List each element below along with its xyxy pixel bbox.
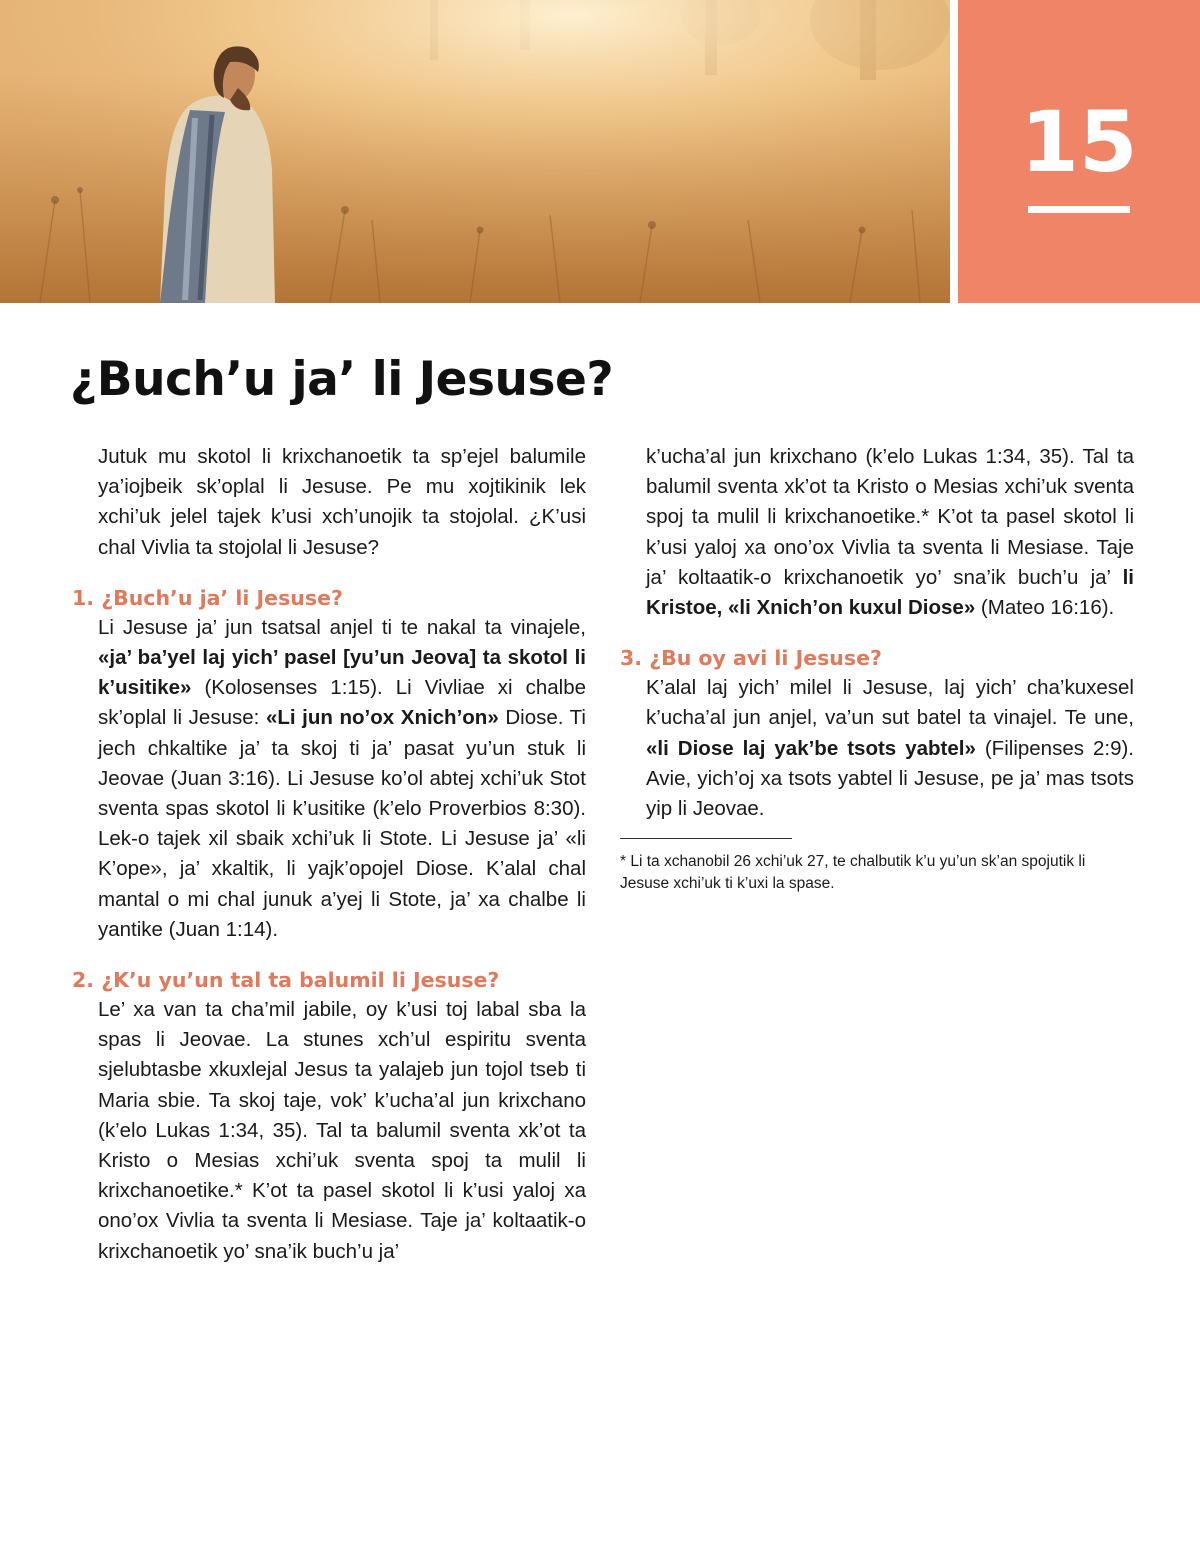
header-photo <box>0 0 950 303</box>
question-1-heading: 1. ¿Buch’u ja’ li Jesuse? <box>72 585 343 610</box>
lesson-number-underline <box>1028 206 1130 213</box>
lesson-number-box <box>958 0 1200 303</box>
lesson-number: 15 <box>1020 93 1138 191</box>
answer-3-paragraph: K’alal laj yich’ milel li Jesuse, laj yich’ cha’kuxesel k’ucha’al jun anjel, va’un sut batel ta vinajel. Te une, «li Diose laj yak’be tsots yabtel» (Filipenses 2:9). Avie, yich’oj xa tsots yabtel li Jesuse, pe ja’ mas tsots yip li Jeovae. <box>646 676 1134 821</box>
right-column <box>620 442 1134 895</box>
question-2-heading: 2. ¿K’u yu’un tal ta balumil li Jesuse? <box>72 968 500 993</box>
answer-2-continued: k’ucha’al jun krixchano (k’elo Lukas 1:34, 35). Tal ta balumil sventa xk’ot ta Kristo o Mesias xchi’uk sventa spoj ta mulil li krixchanoetike.* K’ot ta pasel skotol li k’usi yaloj xa ono’ox Vivlia ta sventa li Mesiase. Taje ja’ koltaatik-o krixchanoetik yo’ sna’ik buch’u ja’ li Kristoe, «li Xnich’on kuxul Diose» (Mateo 16:16). <box>646 445 1134 620</box>
page-title: ¿Buch’u ja’ li Jesuse? <box>70 352 614 407</box>
answer-2-paragraph: Le’ xa van ta cha’mil jabile, oy k’usi toj labal sba la spas li Jeovae. La stunes xch’ul espiritu sventa sjelubtasbe xkuxlejal Jesus ta yalajeb jun tojol tseb ti Maria sbie. Ta skoj taje, vok’ k’ucha’al jun krixchano (k’elo Lukas 1:34, 35). Tal ta balumil sventa xk’ot ta Kristo o Mesias xchi’uk sventa spoj ta mulil li krixchanoetike.* K’ot ta pasel skotol li k’usi yaloj xa ono’ox Vivlia ta sventa li Mesiase. Taje ja’ koltaatik-o krixchanoetik yo’ sna’ik buch’u ja’ <box>98 998 586 1263</box>
footnote-divider <box>620 838 792 839</box>
left-column <box>72 442 586 1263</box>
question-3-heading: 3. ¿Bu oy avi li Jesuse? <box>620 646 882 671</box>
footnote: * Li ta xchanobil 26 xchi’uk 27, te chalbutik k’u yu’un sk’an spojutik li Jesuse xchi’uk ti k’uxi la spase. <box>620 853 1086 893</box>
jesus-in-field-illustration <box>0 0 950 303</box>
answer-1-paragraph: Li Jesuse ja’ jun tsatsal anjel ti te nakal ta vinajele, «ja’ ba’yel laj yich’ pasel [yu’un Jeova] ta skotol li k’usitike» (Kolosenses 1:15). Li Vivliae xi chalbe sk’oplal li Jesuse: «Li jun no’ox Xnich’on» Diose. Ti jech chkaltike ja’ ta skoj ti ja’ pasat yu’un stuk li Jeovae (Juan 3:16). Li Jesuse ko’ol abtej xchi’uk Stot sventa spas skotol li k’usitike (k’elo Proverbios 8:30). Lek-o tajek xil sbaik xchi’uk li Stote. Li Jesuse ja’ «li K’ope», ja’ xkaltik, li yajk’opojel Diose. K’alal chal mantal o mi chal junuk a’yej li Stote, ja’ xa chalbe li yantike (Juan 1:14). <box>98 615 586 941</box>
intro-paragraph: Jutuk mu skotol li krixchanoetik ta sp’ejel balumile ya’iojbeik sk’oplal li Jesuse. Pe mu xojtikinik lek xchi’uk jelel tajek k’usi xch’unojik ta stojolal. ¿K’usi chal Vivlia ta stojolal li Jesuse? <box>98 445 586 559</box>
